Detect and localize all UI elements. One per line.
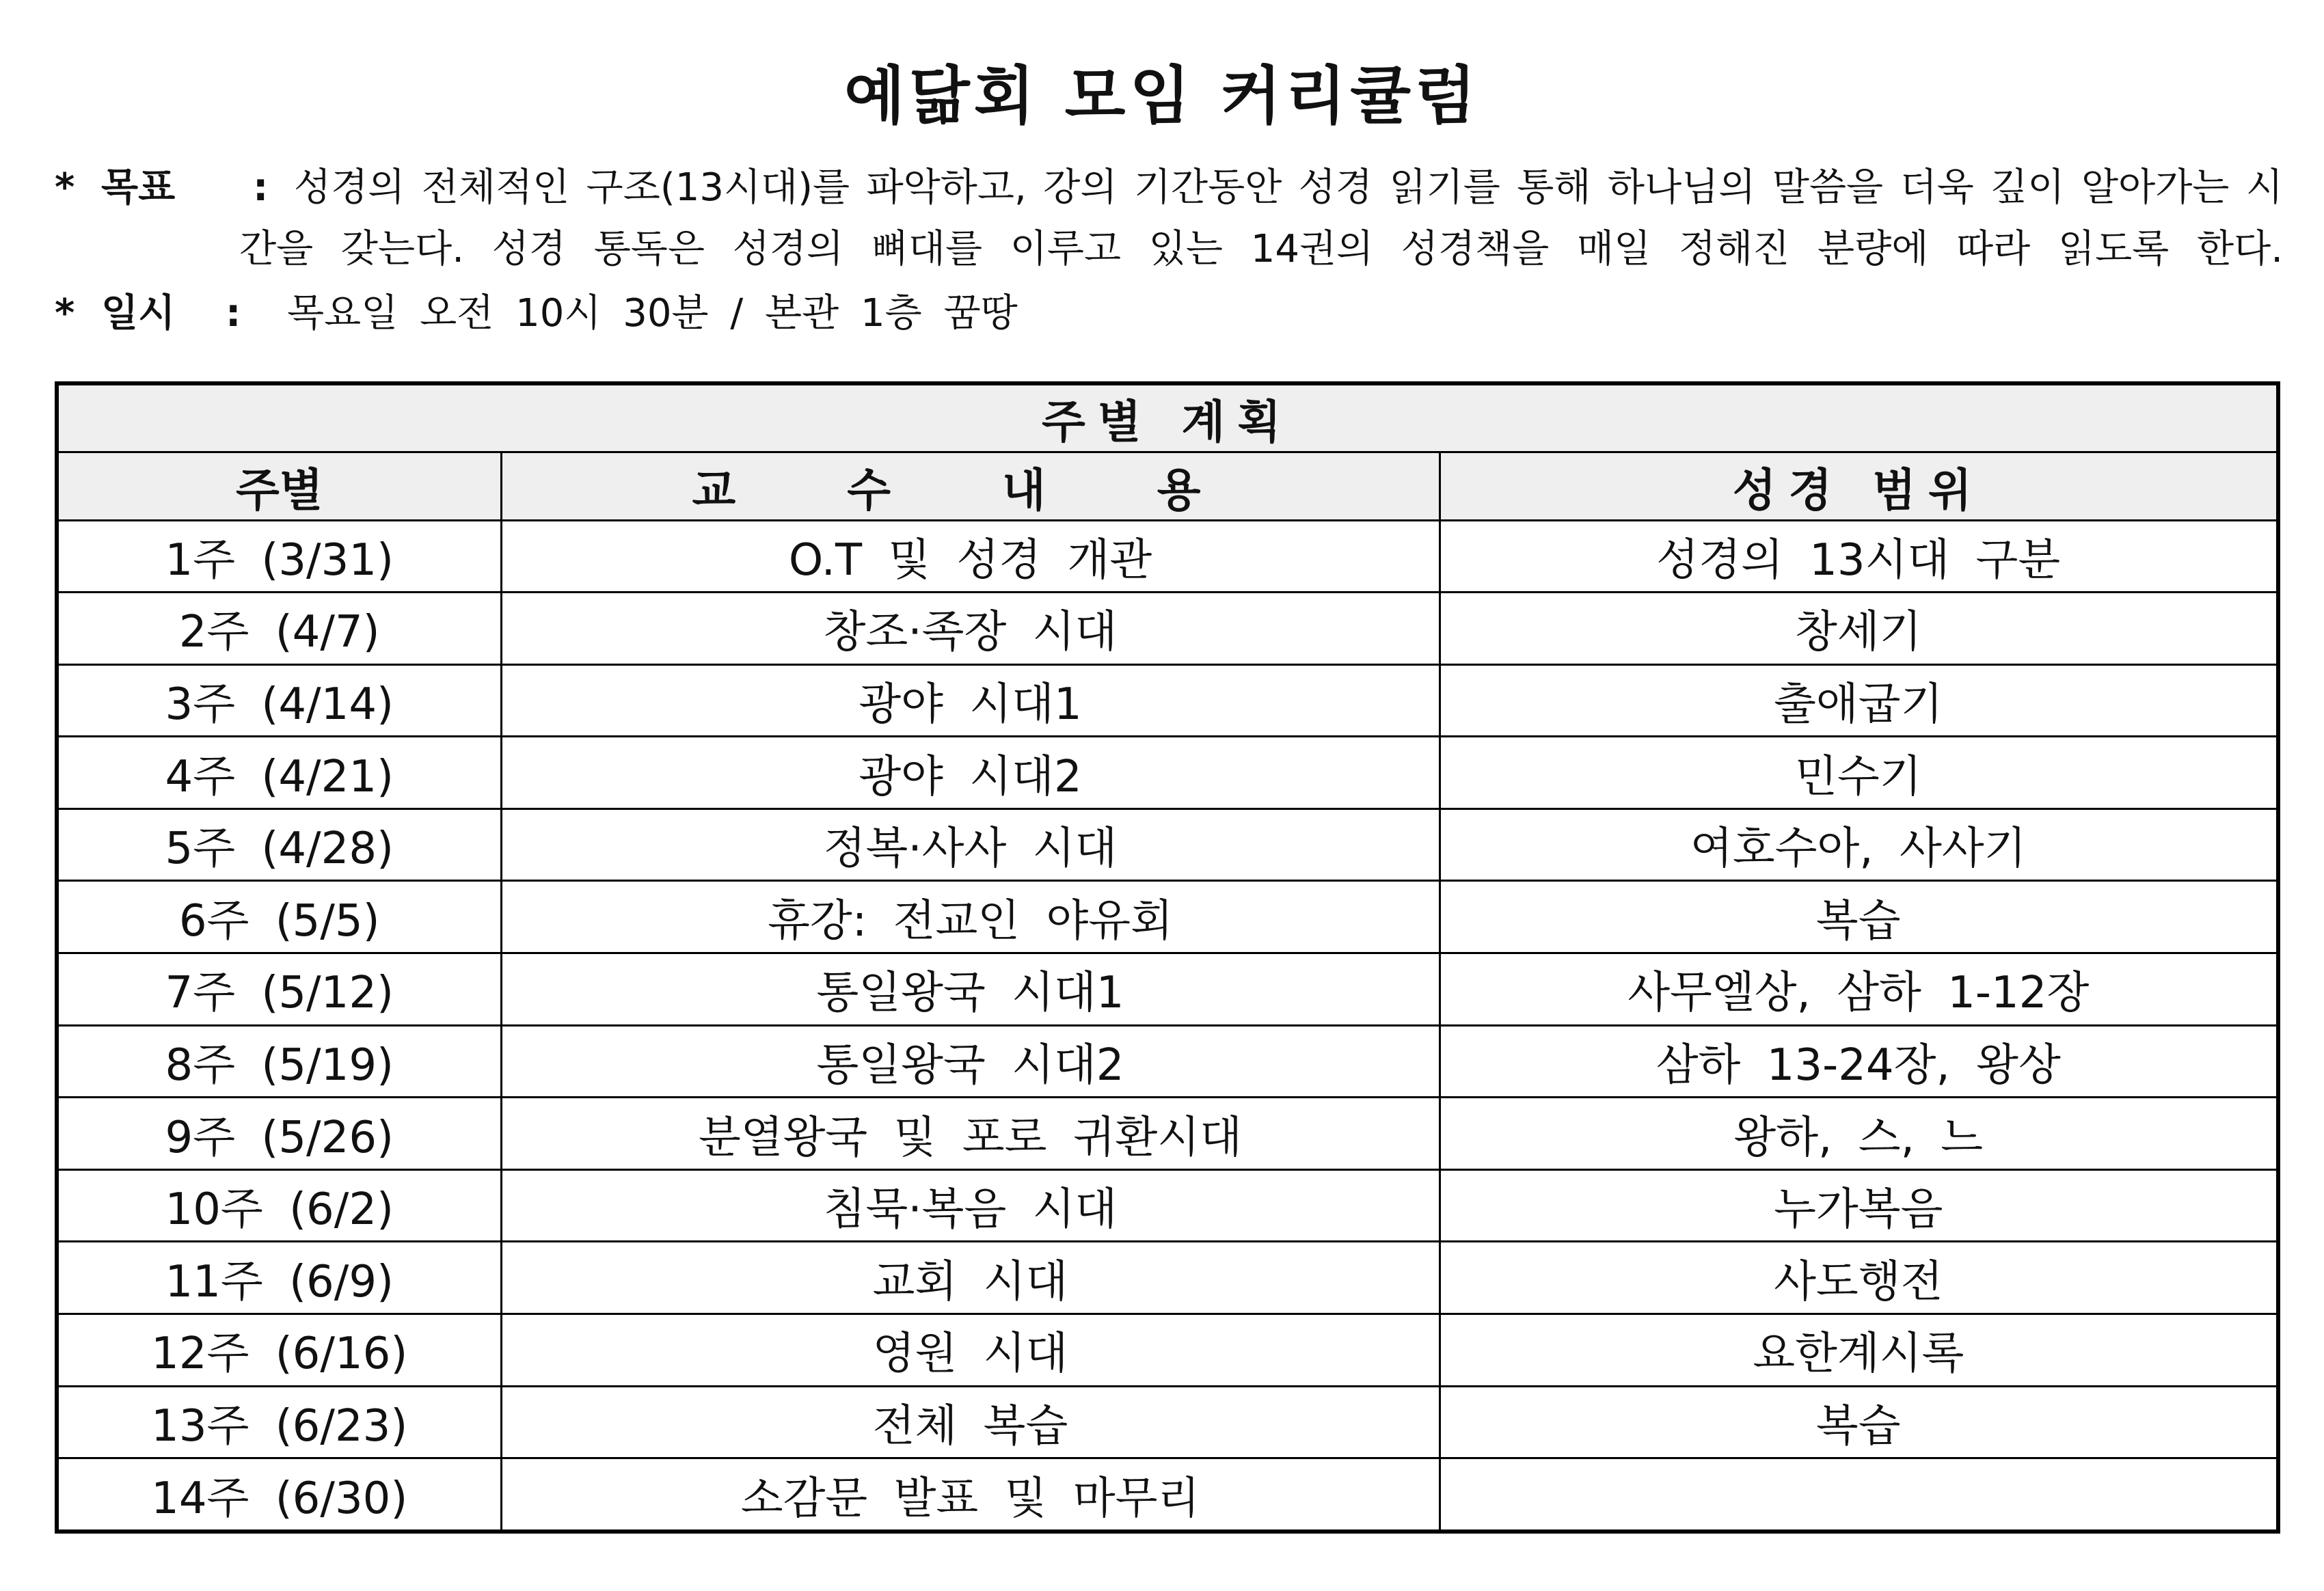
content-cell: 정복·사사 시대 (501, 808, 1440, 881)
week-cell: 4주 (4/21) (57, 737, 501, 809)
table-row (57, 1169, 2278, 1242)
content-cell: 창조·족장 시대 (501, 593, 1440, 665)
goal-text (239, 157, 2283, 280)
content-cell: 전체 복습 (501, 1386, 1440, 1458)
content-cell: 분열왕국 및 포로 귀환시대 (501, 1098, 1440, 1170)
content-cell: O.T 및 성경 개관 (501, 520, 1440, 593)
week-cell: 7주 (5/12) (57, 953, 501, 1026)
table-caption: 주별 계획 (57, 383, 2278, 452)
range-cell: 누가복음 (1440, 1169, 2278, 1242)
table-row (57, 1386, 2278, 1458)
content-cell: 통일왕국 시대1 (501, 953, 1440, 1026)
table-row (57, 664, 2278, 737)
week-cell: 2주 (4/7) (57, 593, 501, 665)
range-cell: 복습 (1440, 1386, 2278, 1458)
header-content: 교 수 내 용 (501, 452, 1440, 520)
content-cell: 영원 시대 (501, 1314, 1440, 1387)
table-row (57, 1025, 2278, 1098)
range-cell: 사무엘상, 삼하 1-12장 (1440, 953, 2278, 1026)
goal-text-line2: 간을 갖는다. 성경 통독은 성경의 뼈대를 이루고 있는 14권의 성경책을 매일 정해진 분량에 따라 읽도록 한다. (239, 227, 2283, 271)
table-row (57, 593, 2278, 665)
table-row (57, 953, 2278, 1026)
week-cell: 10주 (6/2) (57, 1169, 501, 1242)
content-cell: 침묵·복음 시대 (501, 1169, 1440, 1242)
week-cell: 8주 (5/19) (57, 1025, 501, 1098)
range-cell: 창세기 (1440, 593, 2278, 665)
content-cell: 교회 시대 (501, 1242, 1440, 1314)
range-cell: 성경의 13시대 구분 (1440, 520, 2278, 593)
table-row (57, 1098, 2278, 1170)
range-cell: 삼하 13-24장, 왕상 (1440, 1025, 2278, 1098)
goal-bullet: * (55, 165, 75, 210)
range-cell: 왕하, 스, 느 (1440, 1098, 2278, 1170)
range-cell: 여호수아, 사사기 (1440, 808, 2278, 881)
week-cell: 13주 (6/23) (57, 1386, 501, 1458)
goal-label: 목표 (101, 165, 176, 210)
goal-colon: : (253, 165, 269, 210)
table-row (57, 881, 2278, 953)
schedule-colon: : (226, 291, 241, 336)
header-bible-range: 성경 범위 (1440, 452, 2278, 520)
header-week: 주별 (57, 452, 501, 520)
range-cell: 출애굽기 (1440, 664, 2278, 737)
schedule-label: 일시 (101, 291, 176, 336)
range-cell: 민수기 (1440, 737, 2278, 809)
table-row (57, 1458, 2278, 1532)
goal-text-line1: 성경의 전체적인 구조(13시대)를 파악하고, 강의 기간동안 성경 읽기를 통해 하나님의 말씀을 더욱 깊이 알아가는 시 (294, 165, 2283, 210)
weekly-plan-table (55, 381, 2280, 1534)
range-cell: 요한계시록 (1440, 1314, 2278, 1387)
week-cell: 1주 (3/31) (57, 520, 501, 593)
page-title: 예닮회 모임 커리큘럼 (844, 59, 1480, 133)
schedule-bullet: * (55, 291, 75, 336)
table-row (57, 520, 2278, 593)
table-row (57, 737, 2278, 809)
content-cell: 통일왕국 시대2 (501, 1025, 1440, 1098)
week-cell: 11주 (6/9) (57, 1242, 501, 1314)
content-cell: 휴강: 전교인 야유회 (501, 881, 1440, 953)
range-cell: 사도행전 (1440, 1242, 2278, 1314)
range-cell: 복습 (1440, 881, 2278, 953)
table-row (57, 1242, 2278, 1314)
week-cell: 3주 (4/14) (57, 664, 501, 737)
content-cell: 광야 시대1 (501, 664, 1440, 737)
week-cell: 14주 (6/30) (57, 1458, 501, 1532)
week-cell: 9주 (5/26) (57, 1098, 501, 1170)
range-cell (1440, 1458, 2278, 1532)
week-cell: 12주 (6/16) (57, 1314, 501, 1387)
table-row (57, 1314, 2278, 1387)
week-cell: 5주 (4/28) (57, 808, 501, 881)
table-row (57, 808, 2278, 881)
week-cell: 6주 (5/5) (57, 881, 501, 953)
schedule-text: 목요일 오전 10시 30분 / 본관 1층 꿈땅 (287, 291, 1018, 336)
content-cell: 소감문 발표 및 마무리 (501, 1458, 1440, 1532)
content-cell: 광야 시대2 (501, 737, 1440, 809)
